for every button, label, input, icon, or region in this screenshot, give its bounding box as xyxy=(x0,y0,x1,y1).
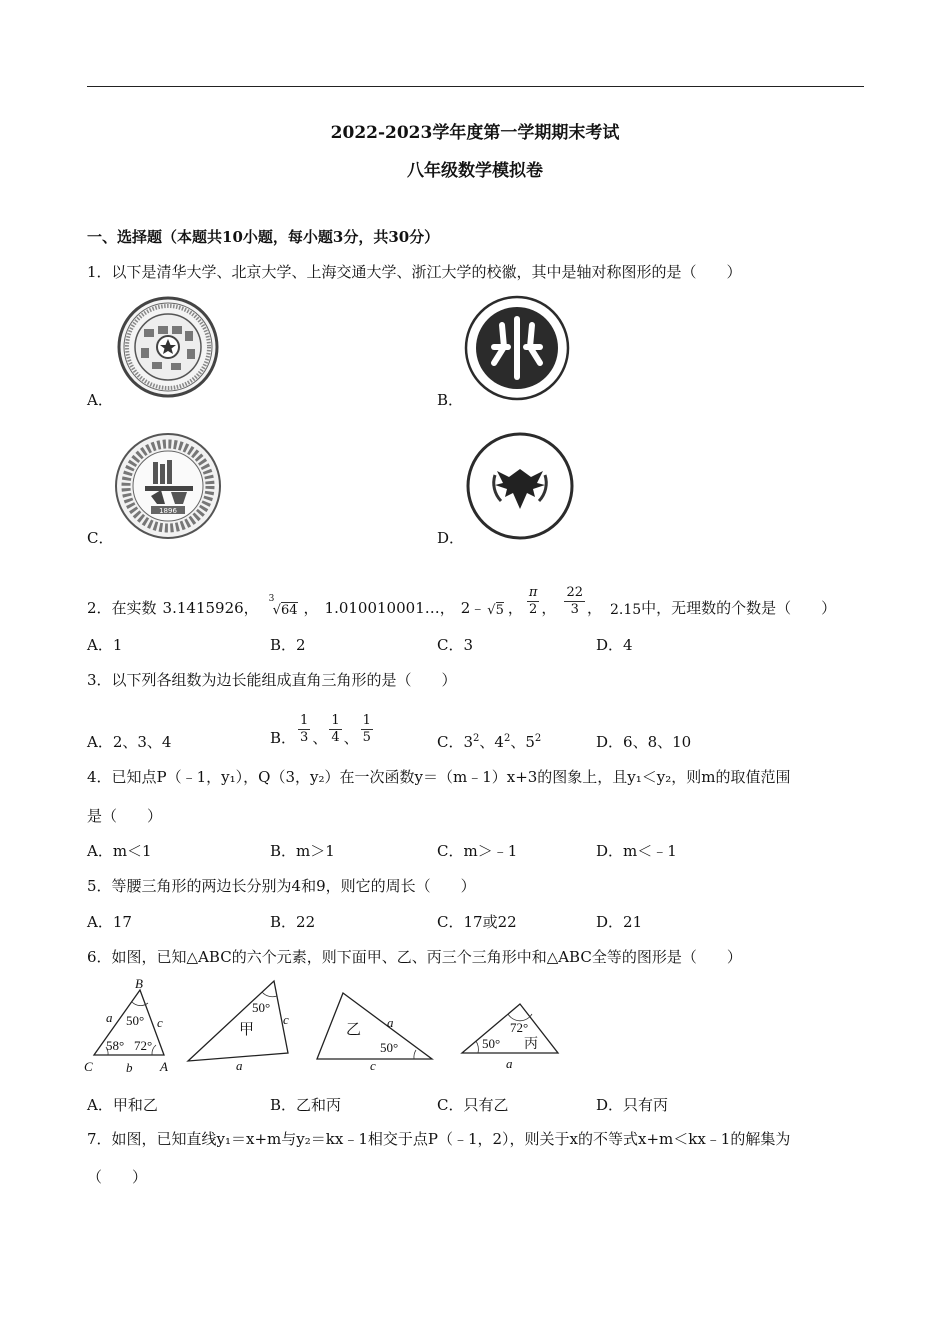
label-yi: 乙 xyxy=(346,1020,362,1038)
label-angle-50-abc: 50° xyxy=(126,1013,145,1028)
q2-option-a: A．1 xyxy=(87,636,123,654)
q4-option-a: A．m＜1 xyxy=(87,842,152,860)
sjtu-emblem xyxy=(113,432,223,540)
q3-b-fraction-3-den: 5 xyxy=(362,730,371,745)
label-side-a-abc: a xyxy=(106,1010,113,1025)
q3-b-fraction-3 xyxy=(361,713,373,746)
q4-option-c: C．m＞﹣1 xyxy=(437,842,518,860)
question-7-line-1: 7．如图，已知直线y₁＝x+m与y₂＝kx﹣1相交于点P（﹣1，2），则关于x的不等式x+m＜kx﹣1的解集为 xyxy=(87,1130,791,1148)
q2-sqrt-radicand: 5 xyxy=(495,603,504,618)
label-angle-50-bing: 50° xyxy=(482,1036,501,1051)
q3-c-base-3: 5 xyxy=(525,733,535,751)
q3-b-fraction-2 xyxy=(329,713,341,746)
label-side-a-yi: a xyxy=(387,1015,394,1030)
pku-emblem xyxy=(464,295,570,401)
triangle-jia xyxy=(188,981,288,1061)
q2-pi-fraction xyxy=(527,585,540,618)
q2-comma-3: ， xyxy=(541,599,557,617)
q5-option-d: D．21 xyxy=(596,913,643,931)
label-bing: 丙 xyxy=(524,1036,538,1052)
triangle-yi xyxy=(317,993,432,1059)
label-angle-50-jia: 50° xyxy=(252,1000,271,1015)
q2-comma-2: ， xyxy=(507,599,523,617)
q6-option-d: D．只有丙 xyxy=(596,1096,669,1114)
label-jia: 甲 xyxy=(239,1020,255,1038)
header-rule xyxy=(87,86,864,87)
q1-option-c-label: C． xyxy=(87,529,114,547)
q2-fraction-numerator: 22 xyxy=(566,585,583,600)
question-4-line-1: 4．已知点P（﹣1，y₁），Q（3，y₂）在一次函数y＝（m﹣1）x+3的图象上，且y₁＜y₂，则m的取值范围 xyxy=(87,768,791,786)
question-7-line-2: （ ） xyxy=(87,1168,148,1186)
q1-option-b-label: B． xyxy=(437,391,464,409)
q5-option-a: A．17 xyxy=(87,913,132,931)
q5-option-c: C．17或22 xyxy=(437,913,517,931)
q3-b-sep-1: 、 xyxy=(312,729,328,747)
exam-title: 2022-2023学年度第一学期期末考试 xyxy=(330,123,620,143)
question-3-stem: 3．以下列各组数为边长能组成直角三角形的是（ ） xyxy=(87,671,457,689)
q3-b-fraction-1-num: 1 xyxy=(300,713,309,728)
q3-c-exp-2: 2 xyxy=(503,733,511,744)
label-side-c-jia: c xyxy=(283,1012,289,1027)
q2-number-1: 3.1415926， xyxy=(162,599,259,617)
question-6-stem: 6．如图，已知△ABC的六个元素，则下面甲、乙、丙三个三角形中和△ABC全等的图形是（ ） xyxy=(87,948,742,966)
q2-option-b: B．2 xyxy=(270,636,306,654)
label-side-c-abc: c xyxy=(157,1015,163,1030)
question-4-line-2: 是（ ） xyxy=(87,807,163,825)
q3-c-sep-2: 、 xyxy=(510,733,526,751)
q3-option-c-prefix: C． xyxy=(437,733,464,751)
sjtu-year-text: 1896 xyxy=(159,507,177,515)
q3-b-fraction-2-den: 4 xyxy=(331,730,340,745)
q3-b-fraction-3-num: 1 xyxy=(362,713,371,728)
label-angle-72-bing: 72° xyxy=(510,1020,529,1035)
label-vertex-a: A xyxy=(160,1059,168,1074)
q3-b-fraction-2-num: 1 xyxy=(331,713,340,728)
q2-pi-denominator: 2 xyxy=(529,602,538,617)
q2-fraction xyxy=(564,585,585,618)
q2-cube-root: 3 √64 xyxy=(268,594,298,618)
question-5-stem: 5．等腰三角形的两边长分别为4和9，则它的周长（ ） xyxy=(87,877,476,895)
q3-b-fraction-1-den: 3 xyxy=(300,730,309,745)
q3-option-d: D．6、8、10 xyxy=(596,733,692,751)
q6-option-b: B．乙和丙 xyxy=(270,1096,342,1114)
q5-option-b: B．22 xyxy=(270,913,316,931)
q6-triangles-figure xyxy=(84,972,564,1078)
label-side-a-bing: a xyxy=(506,1056,513,1071)
q3-option-a: A．2、3、4 xyxy=(87,733,172,751)
q6-option-a: A．甲和乙 xyxy=(87,1096,158,1114)
q2-option-d: D．4 xyxy=(596,636,633,654)
q3-c-base-1: 3 xyxy=(463,733,474,751)
q3-c-sep-1: 、 xyxy=(479,733,495,751)
q2-pi-numerator: π xyxy=(528,585,538,600)
label-vertex-b: B xyxy=(135,976,143,991)
q4-option-d: D．m＜﹣1 xyxy=(596,842,677,860)
q3-option-b-prefix: B． xyxy=(270,729,297,747)
label-vertex-c: C xyxy=(84,1059,93,1074)
q2-repeating-decimal: 2.15 xyxy=(610,602,642,618)
q3-b-sep-2: 、 xyxy=(343,729,359,747)
tsinghua-emblem xyxy=(114,296,222,398)
q2-suffix: 中，无理数的个数是（ ） xyxy=(641,599,837,617)
q2-cube-root-index: 3 xyxy=(268,594,275,604)
question-1-stem: 1．以下是清华大学、北京大学、上海交通大学、浙江大学的校徽，其中是轴对称图形的是（ ） xyxy=(87,263,742,281)
label-side-c-yi: c xyxy=(370,1058,376,1073)
q3-option-b xyxy=(270,702,375,748)
q3-c-exp-1: 2 xyxy=(473,733,480,744)
q3-b-fraction-1 xyxy=(298,713,310,746)
q2-comma-4: ， xyxy=(586,599,602,617)
section-heading: 一、选择题（本题共10小题，每小题3分，共30分） xyxy=(87,228,440,246)
q2-fraction-denominator: 3 xyxy=(570,602,579,617)
q2-number-3: 1.010010001…， xyxy=(324,599,455,617)
label-side-b-abc: b xyxy=(126,1060,133,1075)
label-angle-50-yi: 50° xyxy=(380,1040,399,1055)
zju-emblem xyxy=(465,431,575,541)
exam-subtitle: 八年级数学模拟卷 xyxy=(407,161,543,181)
label-angle-72-abc: 72° xyxy=(134,1038,153,1053)
q1-option-a-label: A． xyxy=(87,391,113,409)
question-2-stem: 2．在实数 3.1415926， 3 √64 ， 1.010010001…， 2﹣ √ 5 ， $\frac{\pi}{2}$ ， $\frac{22}{3}$ ， 2.15 中，无理数的个数是（ ） xyxy=(87,585,837,618)
label-angle-58-abc: 58° xyxy=(106,1038,125,1053)
q3-c-base-2: 4 xyxy=(494,733,504,751)
q3-c-exp-3: 2 xyxy=(534,733,542,744)
q2-prefix: 2．在实数 xyxy=(87,599,157,617)
label-side-a-jia: a xyxy=(236,1058,243,1073)
q4-option-b: B．m＞1 xyxy=(270,842,335,860)
q2-number-4-prefix: 2﹣ xyxy=(460,599,486,617)
q1-option-d-label: D． xyxy=(437,529,465,547)
q3-option-c xyxy=(437,731,541,752)
q2-cube-root-radicand: 64 xyxy=(280,603,298,618)
q6-option-c: C．只有乙 xyxy=(437,1096,509,1114)
q2-option-c: C．3 xyxy=(437,636,474,654)
q2-comma: ， xyxy=(303,599,319,617)
